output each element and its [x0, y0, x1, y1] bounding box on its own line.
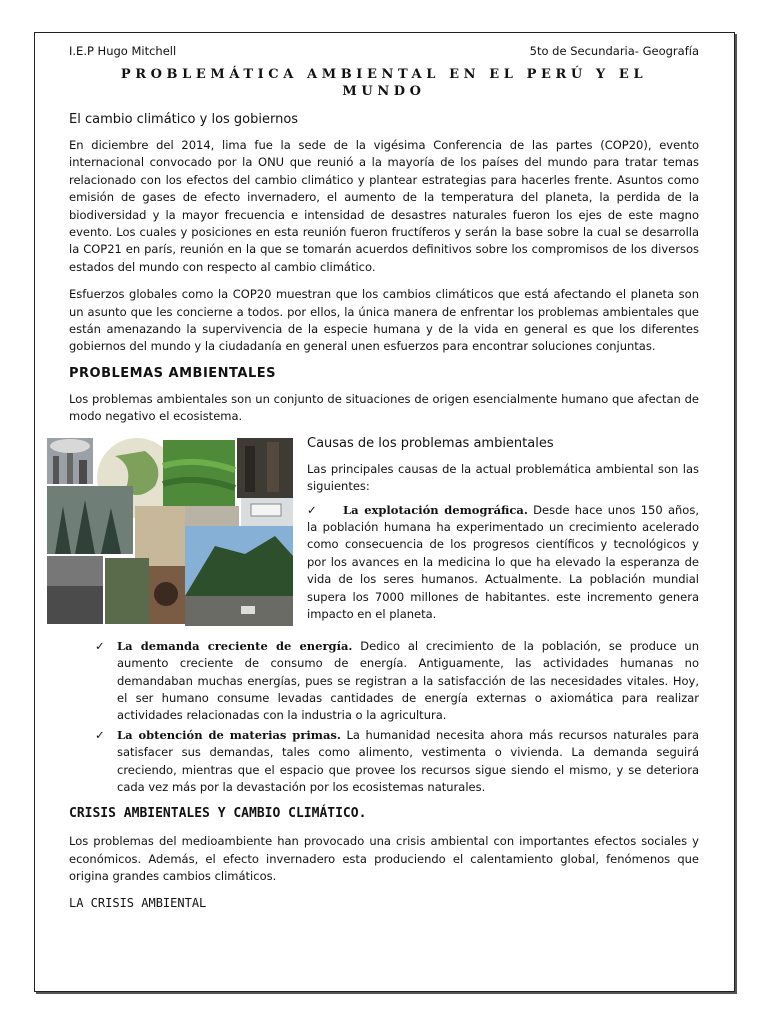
section-subheading-crisis: LA CRISIS AMBIENTAL: [69, 895, 207, 910]
cause-title: La obtención de materias primas.: [117, 727, 341, 742]
environment-collage-image: [45, 436, 295, 626]
title-line-1: PROBLEMÁTICA AMBIENTAL EN EL PERÚ Y EL: [120, 67, 648, 82]
causes-heading: Causas de los problemas ambientales: [307, 435, 554, 451]
check-icon: ✓: [95, 727, 105, 742]
header-row: [69, 44, 699, 58]
causes-block: [69, 436, 699, 626]
cause-text: Desde hace unos 150 años, la población humana ha experimentado un crecimiento acelerado como consecuencia de los progresos científicos y tecnológicos y por los avances en la medicina lo que ha elevado la esperanza de vida de los seres humanos. Actualmente. La población mundial supera los 7000 millones de habitantes. este incremento genera impacto en el planeta.: [307, 502, 699, 621]
school-name: I.E.P Hugo Mitchell: [69, 44, 177, 58]
check-icon: ✓: [307, 502, 317, 517]
section-heading-climate: El cambio climático y los gobiernos: [69, 112, 299, 127]
causes-list: [69, 638, 699, 797]
paragraph: En diciembre del 2014, lima fue la sede de la vigésima Conferencia de las partes (COP20), evento internacional convocado por la ONU que reunió a la mayoría de los países del mundo para tratar temas relacionado con los efectos del cambio climático y plantear estrategias para hacerles frente. Asuntos como emisión de gases de efecto invernadero, el aumento de la temperatura del planeta, la perdida de la biodiversidad y la mayor frecuencia e intensidad de desastres naturales fueron los ejes de este magno evento. Los cuales y posiciones en esta reunión fueron fructíferos y serán la base sobre la cual se desarrolla la COP21 en parís, reunión en la que se tomarán acuerdos definitivos sobre los compromisos de los diversos estados del mundo con respecto al cambio climático.: [69, 138, 699, 274]
document-body: [69, 40, 699, 910]
cause-text: Dedico al crecimiento de la población, se produce un aumento creciente de consumo de energía. Antiguamente, las actividades humanas no demandaban muchas energías, pues se registran a la satisfacción de las necesidades vitales. Hoy, el ser humano consume levadas cantidades de energía externas o axiomática para realizar actividades relacionadas con la industria o la agricultura.: [117, 638, 699, 723]
cause-title: La explotación demográfica.: [343, 502, 528, 517]
page-title: [69, 66, 699, 100]
course-name: 5to de Secundaria- Geografía: [529, 44, 699, 58]
cause-title: La demanda creciente de energía.: [117, 638, 353, 653]
paragraph: Esfuerzos globales como la COP20 muestran que los cambios climáticos que está afectando el planeta son un asunto que les concierne a todos. por ellos, la única manera de enfrentar los problemas ambientales que están amenazando la supervivencia de la especie humana y de la vida en general es que los diferentes gobiernos del mundo y la ciudadanía en general unen esfuerzos para encontrar soluciones conjuntas.: [69, 287, 699, 354]
title-line-2: MUNDO: [342, 84, 426, 99]
cause-text: La humanidad necesita ahora más recursos naturales para satisfacer sus demandas, tales como alimento, vestimenta o vivienda. La demanda seguirá creciendo, mientras que el espacio que provee los recursos sigue siendo el mismo, y se deteriora cada vez más por la devastación por los ecosistemas naturales.: [117, 727, 699, 794]
paragraph: Los problemas del medioambiente han provocado una crisis ambiental con importantes efectos sociales y económicos. Además, el efecto invernadero esta produciendo el calentamiento global, fenómenos que origina grandes cambios climáticos.: [69, 834, 699, 884]
paragraph: Los problemas ambientales son un conjunto de situaciones de origen esencialmente humano que afectan de modo negativo el ecosistema.: [69, 391, 699, 424]
section-heading-problems: PROBLEMAS AMBIENTALES: [69, 365, 276, 381]
cause-item-demographic: [307, 502, 699, 624]
cause-item-energy: [69, 638, 699, 725]
causes-column: [307, 436, 699, 630]
check-icon: ✓: [95, 638, 105, 653]
section-heading-crisis: CRISIS AMBIENTALES Y CAMBIO CLIMÁTICO.: [69, 806, 367, 822]
causes-intro: Las principales causas de la actual problemática ambiental son las siguientes:: [307, 461, 699, 494]
cause-item-raw-materials: [69, 727, 699, 797]
